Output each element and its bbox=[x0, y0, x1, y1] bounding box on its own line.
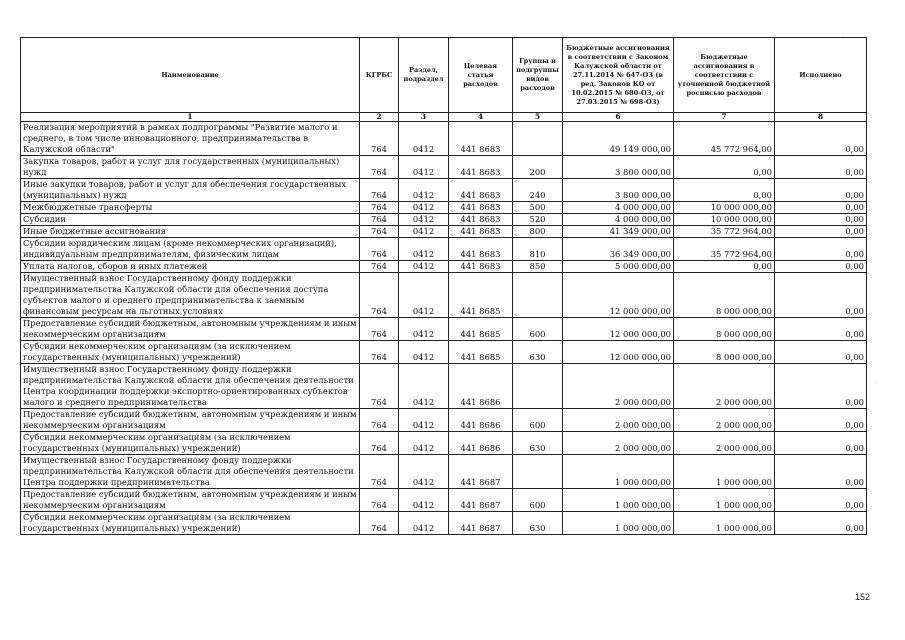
row-target-article: 441 8683 bbox=[449, 238, 513, 261]
row-refined-allocation: 8 000 000,00 bbox=[674, 341, 775, 364]
row-expense-group bbox=[513, 122, 563, 156]
table-row bbox=[21, 512, 867, 535]
row-kgrbs: 764 bbox=[360, 238, 399, 261]
row-expense-group: 600 bbox=[513, 489, 563, 512]
row-section: 0412 bbox=[399, 364, 449, 409]
row-name: Предоставление субсидий бюджетным, автономным учреждениям и иным некоммерческим организациям bbox=[21, 318, 360, 341]
row-target-article: 441 8683 bbox=[449, 214, 513, 226]
header-section: Раздел, подраздел bbox=[399, 38, 449, 113]
row-kgrbs: 764 bbox=[360, 261, 399, 273]
row-executed: 0,00 bbox=[775, 202, 867, 214]
header-budget-allocations-law: Бюджетные ассигнования в соответствии с Законом Калужской области от 27.11.2014 № 647-ОЗ (в ред. Законов КО от 10.02.2015 № 680-ОЗ, от 27.03.2015 № 698-ОЗ) bbox=[563, 38, 674, 113]
row-budget-allocation: 2 000 000,00 bbox=[563, 409, 674, 432]
row-refined-allocation: 1 000 000,00 bbox=[674, 489, 775, 512]
budget-table-container bbox=[20, 37, 866, 535]
page-number: 152 bbox=[855, 592, 871, 602]
row-budget-allocation: 3 800 000,00 bbox=[563, 156, 674, 179]
row-expense-group: 520 bbox=[513, 214, 563, 226]
row-target-article: 441 8683 bbox=[449, 261, 513, 273]
row-section: 0412 bbox=[399, 409, 449, 432]
row-expense-group: 500 bbox=[513, 202, 563, 214]
row-executed: 0,00 bbox=[775, 432, 867, 455]
row-kgrbs: 764 bbox=[360, 214, 399, 226]
row-name: Имущественный взнос Государственному фонду поддержки предпринимательства Калужской области для обеспечения доступа субъектов малого и среднего предпринимательства к заемным финансовым ресурсам на льготных условиях bbox=[21, 273, 360, 318]
row-refined-allocation: 10 000 000,00 bbox=[674, 202, 775, 214]
row-target-article: 441 8683 bbox=[449, 179, 513, 202]
row-name: Субсидии некоммерческим организациям (за исключением государственных (муниципальных) учреждений) bbox=[21, 341, 360, 364]
table-row bbox=[21, 455, 867, 489]
row-executed: 0,00 bbox=[775, 261, 867, 273]
row-budget-allocation: 3 800 000,00 bbox=[563, 179, 674, 202]
row-kgrbs: 764 bbox=[360, 318, 399, 341]
row-kgrbs: 764 bbox=[360, 226, 399, 238]
row-expense-group: 200 bbox=[513, 156, 563, 179]
row-kgrbs: 764 bbox=[360, 432, 399, 455]
row-section: 0412 bbox=[399, 238, 449, 261]
row-name: Имущественный взнос Государственному фонду поддержки предпринимательства Калужской области для обеспечения деятельности Центра координации поддержки экспортно-ориентированных субъектов малого и среднего предпринимательства bbox=[21, 364, 360, 409]
row-expense-group: 240 bbox=[513, 179, 563, 202]
row-refined-allocation: 1 000 000,00 bbox=[674, 512, 775, 535]
row-budget-allocation: 49 149 000,00 bbox=[563, 122, 674, 156]
row-budget-allocation: 12 000 000,00 bbox=[563, 341, 674, 364]
row-section: 0412 bbox=[399, 512, 449, 535]
table-row bbox=[21, 489, 867, 512]
row-executed: 0,00 bbox=[775, 512, 867, 535]
row-section: 0412 bbox=[399, 214, 449, 226]
table-row bbox=[21, 122, 867, 156]
row-section: 0412 bbox=[399, 455, 449, 489]
header-budget-allocations-refined: Бюджетные ассигнования в соответствии с уточненной бюджетной росписью расходов bbox=[674, 38, 775, 113]
row-executed: 0,00 bbox=[775, 341, 867, 364]
row-expense-group: 850 bbox=[513, 261, 563, 273]
row-target-article: 441 8686 bbox=[449, 432, 513, 455]
column-number: 4 bbox=[449, 113, 513, 122]
column-number: 6 bbox=[563, 113, 674, 122]
table-row bbox=[21, 341, 867, 364]
row-kgrbs: 764 bbox=[360, 179, 399, 202]
row-expense-group: 630 bbox=[513, 341, 563, 364]
row-target-article: 441 8686 bbox=[449, 364, 513, 409]
row-executed: 0,00 bbox=[775, 318, 867, 341]
table-row bbox=[21, 226, 867, 238]
row-refined-allocation: 2 000 000,00 bbox=[674, 364, 775, 409]
row-section: 0412 bbox=[399, 261, 449, 273]
row-kgrbs: 764 bbox=[360, 455, 399, 489]
row-name: Иные закупки товаров, работ и услуг для обеспечения государственных (муниципальных) нужд bbox=[21, 179, 360, 202]
row-refined-allocation: 35 772 964,00 bbox=[674, 226, 775, 238]
row-budget-allocation: 36 349 000,00 bbox=[563, 238, 674, 261]
table-body bbox=[21, 122, 867, 535]
scan-mark: · bbox=[842, 32, 845, 39]
table-row bbox=[21, 214, 867, 226]
row-target-article: 441 8687 bbox=[449, 489, 513, 512]
row-refined-allocation: 35 772 964,00 bbox=[674, 238, 775, 261]
row-executed: 0,00 bbox=[775, 238, 867, 261]
column-number: 7 bbox=[674, 113, 775, 122]
row-section: 0412 bbox=[399, 489, 449, 512]
row-refined-allocation: 2 000 000,00 bbox=[674, 409, 775, 432]
row-refined-allocation: 1 000 000,00 bbox=[674, 455, 775, 489]
row-budget-allocation: 2 000 000,00 bbox=[563, 364, 674, 409]
row-section: 0412 bbox=[399, 273, 449, 318]
row-target-article: 441 8686 bbox=[449, 409, 513, 432]
row-target-article: 441 8685 bbox=[449, 273, 513, 318]
row-kgrbs: 764 bbox=[360, 512, 399, 535]
table-row bbox=[21, 364, 867, 409]
table-header-row bbox=[21, 38, 867, 113]
column-number: 1 bbox=[21, 113, 360, 122]
row-name: Предоставление субсидий бюджетным, автономным учреждениям и иным некоммерческим организациям bbox=[21, 489, 360, 512]
row-section: 0412 bbox=[399, 156, 449, 179]
row-expense-group: 630 bbox=[513, 512, 563, 535]
row-refined-allocation: 8 000 000,00 bbox=[674, 273, 775, 318]
table-row bbox=[21, 318, 867, 341]
row-executed: 0,00 bbox=[775, 122, 867, 156]
row-budget-allocation: 41 349 000,00 bbox=[563, 226, 674, 238]
row-executed: 0,00 bbox=[775, 455, 867, 489]
row-expense-group bbox=[513, 455, 563, 489]
row-refined-allocation: 0,00 bbox=[674, 156, 775, 179]
table-row bbox=[21, 432, 867, 455]
row-name: Субсидии bbox=[21, 214, 360, 226]
row-name: Субсидии некоммерческим организациям (за исключением государственных (муниципальных) учреждений) bbox=[21, 432, 360, 455]
header-name: Наименование bbox=[21, 38, 360, 113]
column-number: 2 bbox=[360, 113, 399, 122]
row-expense-group: 630 bbox=[513, 432, 563, 455]
row-executed: 0,00 bbox=[775, 179, 867, 202]
table-row bbox=[21, 409, 867, 432]
row-name: Имущественный взнос Государственному фонду поддержки предпринимательства Калужской области для обеспечения деятельности Центра поддержки предпринимательства bbox=[21, 455, 360, 489]
row-budget-allocation: 4 000 000,00 bbox=[563, 214, 674, 226]
row-target-article: 441 8685 bbox=[449, 341, 513, 364]
header-executed: Исполнено bbox=[775, 38, 867, 113]
row-kgrbs: 764 bbox=[360, 122, 399, 156]
row-expense-group bbox=[513, 364, 563, 409]
column-number: 3 bbox=[399, 113, 449, 122]
row-refined-allocation: 45 772 964,00 bbox=[674, 122, 775, 156]
column-number-row bbox=[21, 113, 867, 122]
row-budget-allocation: 12 000 000,00 bbox=[563, 273, 674, 318]
row-section: 0412 bbox=[399, 226, 449, 238]
row-name: Иные бюджетные ассигнования bbox=[21, 226, 360, 238]
row-refined-allocation: 0,00 bbox=[674, 179, 775, 202]
row-target-article: 441 8687 bbox=[449, 512, 513, 535]
row-name: Межбюджетные трансферты bbox=[21, 202, 360, 214]
scan-mark: · bbox=[875, 380, 878, 387]
row-executed: 0,00 bbox=[775, 489, 867, 512]
row-expense-group: 600 bbox=[513, 409, 563, 432]
row-section: 0412 bbox=[399, 179, 449, 202]
row-target-article: 441 8687 bbox=[449, 455, 513, 489]
row-expense-group bbox=[513, 273, 563, 318]
column-number: 8 bbox=[775, 113, 867, 122]
row-executed: 0,00 bbox=[775, 226, 867, 238]
row-section: 0412 bbox=[399, 318, 449, 341]
row-expense-group: 600 bbox=[513, 318, 563, 341]
header-expense-groups: Группы и подгруппы видов расходов bbox=[513, 38, 563, 113]
row-target-article: 441 8683 bbox=[449, 156, 513, 179]
row-budget-allocation: 2 000 000,00 bbox=[563, 432, 674, 455]
row-target-article: 441 8685 bbox=[449, 318, 513, 341]
budget-execution-table bbox=[20, 37, 867, 535]
row-kgrbs: 764 bbox=[360, 341, 399, 364]
row-target-article: 441 8683 bbox=[449, 122, 513, 156]
column-number: 5 bbox=[513, 113, 563, 122]
header-kgrbs: КГРБС bbox=[360, 38, 399, 113]
row-executed: 0,00 bbox=[775, 214, 867, 226]
header-target-article: Целевая статья расходов bbox=[449, 38, 513, 113]
row-section: 0412 bbox=[399, 432, 449, 455]
row-kgrbs: 764 bbox=[360, 364, 399, 409]
row-section: 0412 bbox=[399, 341, 449, 364]
row-kgrbs: 764 bbox=[360, 156, 399, 179]
row-name: Субсидии некоммерческим организациям (за исключением государственных (муниципальных) учреждений) bbox=[21, 512, 360, 535]
row-name: Предоставление субсидий бюджетным, автономным учреждениям и иным некоммерческим организациям bbox=[21, 409, 360, 432]
row-budget-allocation: 1 000 000,00 bbox=[563, 512, 674, 535]
table-row bbox=[21, 261, 867, 273]
row-refined-allocation: 10 000 000,00 bbox=[674, 214, 775, 226]
row-expense-group: 800 bbox=[513, 226, 563, 238]
row-budget-allocation: 1 000 000,00 bbox=[563, 489, 674, 512]
row-executed: 0,00 bbox=[775, 409, 867, 432]
row-budget-allocation: 4 000 000,00 bbox=[563, 202, 674, 214]
row-section: 0412 bbox=[399, 202, 449, 214]
row-budget-allocation: 12 000 000,00 bbox=[563, 318, 674, 341]
row-section: 0412 bbox=[399, 122, 449, 156]
table-row bbox=[21, 202, 867, 214]
row-target-article: 441 8683 bbox=[449, 226, 513, 238]
table-row bbox=[21, 273, 867, 318]
table-row bbox=[21, 179, 867, 202]
row-refined-allocation: 2 000 000,00 bbox=[674, 432, 775, 455]
row-kgrbs: 764 bbox=[360, 273, 399, 318]
row-name: Субсидии юридическим лицам (кроме некоммерческих организаций), индивидуальным предпринимателям, физическим лицам bbox=[21, 238, 360, 261]
row-name: Реализация мероприятий в рамках подпрограммы "Развитие малого и среднего, в том числе инновационного, предпринимательства в Калужской области" bbox=[21, 122, 360, 156]
row-name: Уплата налогов, сборов и иных платежей bbox=[21, 261, 360, 273]
table-row bbox=[21, 156, 867, 179]
row-executed: 0,00 bbox=[775, 156, 867, 179]
row-executed: 0,00 bbox=[775, 273, 867, 318]
row-budget-allocation: 1 000 000,00 bbox=[563, 455, 674, 489]
row-budget-allocation: 5 000 000,00 bbox=[563, 261, 674, 273]
table-row bbox=[21, 238, 867, 261]
row-refined-allocation: 8 000 000,00 bbox=[674, 318, 775, 341]
row-executed: 0,00 bbox=[775, 364, 867, 409]
row-target-article: 441 8683 bbox=[449, 202, 513, 214]
row-name: Закупка товаров, работ и услуг для государственных (муниципальных) нужд bbox=[21, 156, 360, 179]
row-kgrbs: 764 bbox=[360, 489, 399, 512]
row-refined-allocation: 0,00 bbox=[674, 261, 775, 273]
row-kgrbs: 764 bbox=[360, 409, 399, 432]
row-kgrbs: 764 bbox=[360, 202, 399, 214]
row-expense-group: 810 bbox=[513, 238, 563, 261]
